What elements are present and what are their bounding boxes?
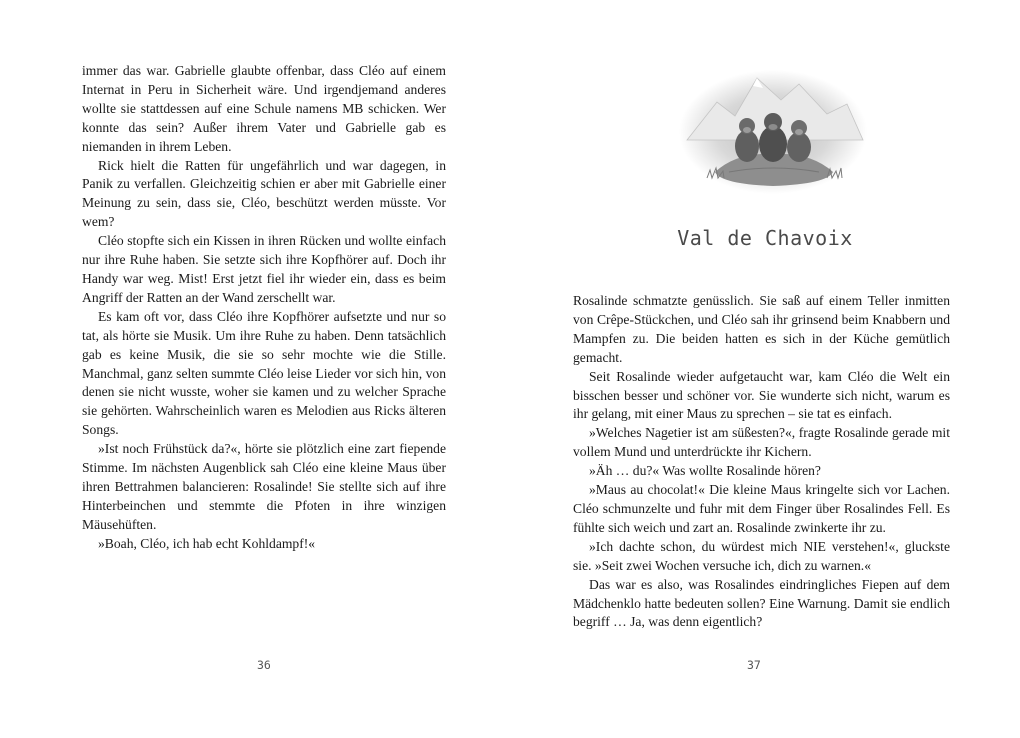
paragraph: »Ist noch Frühstück da?«, hörte sie plötzlich eine zart fiepende Stimme. Im nächsten Augenblick sah Cléo eine kleine Maus über ihren Bettrahmen balancieren: Rosalinde! Sie stellte sich auf ihre Hinterbeinchen und stemmte die Pfoten in ihre winzigen Mäusehüften. (82, 441, 446, 532)
page-number: 36 (257, 658, 271, 672)
chapter-title: Val de Chavoix (677, 226, 853, 250)
left-page-text (82, 62, 446, 554)
paragraph: immer das war. Gabrielle glaubte offenbar, dass Cléo auf einem Internat in Peru in Sicherheit wäre. Und irgendjemand anderes wollte sie stattdessen auf eine Schule namens MB schicken. Wer konnte das sein? Außer ihrem Vater und Gabrielle gab es niemanden in ihrem Leben. (82, 63, 446, 154)
right-page (510, 0, 1020, 738)
right-page-text (573, 292, 950, 632)
paragraph: »Maus au chocolat!« Die kleine Maus kringelte sich vor Lachen. Cléo schmunzelte und fuhr mit dem Finger über Rosalindes Fell. Es fühlte sich weich und zart an. Rosalinde zwinkerte ihr zu. (573, 482, 950, 535)
paragraph: Das war es also, was Rosalindes eindringliches Fiepen auf dem Mädchenklo hatte bedeuten sollen? Eine Warnung. Damit sie endlich begriff … Ja, was denn eigentlich? (573, 576, 950, 630)
paragraph: Es kam oft vor, dass Cléo ihre Kopfhörer aufsetzte und nur so tat, als hörte sie Musik. Um ihre Ruhe zu haben. Denn tatsächlich gab es keine Musik, die sie so sehr mochte wie die Stille. Manchmal, ganz selten summte Cléo leise Lieder vor sich hin, von denen sie nicht wusste, woher sie kamen und zu welcher Sprache sie gehörten. Wahrscheinlich waren es Melodien aus Ricks älteren Songs. (82, 308, 446, 438)
paragraph: Rick hielt die Ratten für ungefährlich und war dagegen, in Panik zu verfallen. Gleichzeitig schien er aber mit Gabrielle einer Meinung zu sein, dass sie, Cléo, beschützt werden müsste. Vor wem? (82, 157, 446, 230)
paragraph: Cléo stopfte sich ein Kissen in ihren Rücken und wollte einfach nur ihre Ruhe haben. Sie setzte sich ihre Kopfhörer auf. Doch ihr Handy war weg. Mist! Erst jetzt fiel ihr wieder ein, dass es beim Angriff der Ratten an der Wand zerschellt war. (82, 233, 446, 305)
page-number: 37 (747, 658, 761, 672)
paragraph: »Boah, Cléo, ich hab echt Kohldampf!« (98, 535, 316, 551)
paragraph: Rosalinde schmatzte genüsslich. Sie saß auf einem Teller inmitten von Crêpe-Stückchen, und Cléo sah ihr grinsend beim Knabbern und Mampfen zu. Die beiden hatten es sich in der Küche gemütlich gemacht. (573, 293, 950, 365)
paragraph: »Äh … du?« Was wollte Rosalinde hören? (589, 463, 821, 479)
paragraph: »Welches Nagetier ist am süßesten?«, fragte Rosalinde gerade mit vollem Mund und unterdrückte ihr Kichern. (573, 425, 950, 460)
paragraph: Seit Rosalinde wieder aufgetaucht war, kam Cléo die Welt ein bisschen besser und schöner vor. Sie wunderte sich nicht, warum es ihr gelang, mit einer Maus zu sprechen – sie tat es einfach. (573, 368, 950, 422)
marmots-on-rock-illustration-icon (677, 60, 869, 196)
paragraph: »Ich dachte schon, du würdest mich NIE verstehen!«, gluckste sie. »Seit zwei Wochen versuche ich, dich zu warnen.« (573, 538, 950, 573)
